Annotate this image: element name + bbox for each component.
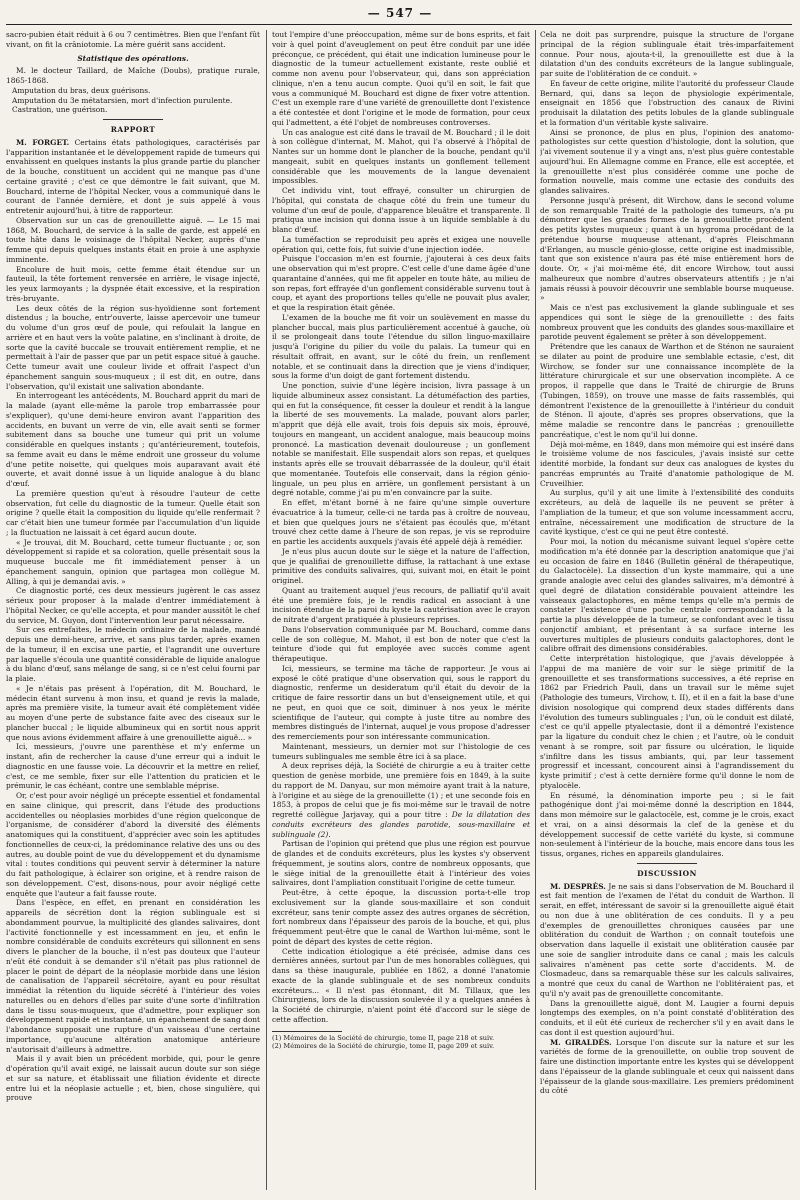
list-item: Amputation du bras, deux guérisons. [12,85,151,95]
column-middle [272,30,530,1190]
speaker-name: M. GIRALDÈS. [550,1037,612,1047]
paragraph: En effet, m'étant borné à ne faire qu'une simple ouverture évacuatrice à la tumeur, celle-ci ne tarda pas à croître de nouveau, et bien que quelques jours ne s'étaient pas écoulés que, m'étant trouvé chez cette dame à l'heure de son repas, je vis se reproduire en partie les accidents auxquels j'avais été appelé déjà à remédier. [272,498,530,546]
speaker-name: M. DESPRÈS. [550,881,606,891]
section-title-rapport: RAPPORT [110,125,156,134]
paragraph: Ainsi se prononce, de plus en plus, l'opinion des anatomo-pathologistes sur cette question d'histologie, dont la solution, que j'ai vivement soutenue il y a vingt ans, n'est plus guère contestable aujourd'hui. En Allemagne comme en France, elle est acceptée, et la grenouillette n'est plus considérée comme une poche de formation nouvelle, mais comme une ectasie des conduits des glandes salivaires. [540,127,794,195]
paragraph: Prétendre que les canaux de Warthon et de Sténon ne sauraient se dilater au point de produire une semblable ectasie, c'est, dit Wirchow, se fonder sur une connaissance incomplète de la littérature chirurgicale et sur une observation incomplète. A ce propos, il rappelle que dans le Traité de chirurgie de Bruns (Tubingen, 1859), on trouve une masse de faits rassemblés, qui démontrent l'existence de la grenouillette à l'intérieur du conduit de Sténon. Il ajoute, d'après ses propres observations, que la même maladie se rencontre dans le pancréas ; grenouillette pancréatique, c'est le nom qu'il lui donne. [540,342,794,439]
paragraph: Déjà moi-même, en 1849, dans mon mémoire qui est inséré dans le troisième volume de nos fascicules, j'avais insisté sur cette identité morbide, la fondant sur deux cas analogues de kystes du pancréas empruntés au Traité d'anatomie pathologique de M. Cruveilhier. [540,439,794,488]
paragraph: Au surplus, qu'il y ait une limite à l'extensibilité des conduits excréteurs, au delà de laquelle ils ne peuvent se prêter à l'ampliation de la tumeur, et que son volume incessamment accru, entraîne, nécessairement une modification de structure de la cavité kystique, c'est ce qui ne peut être contesté. [540,488,794,537]
paragraph-text: Lorsque l'on discute sur la nature et sur les variétés de forme de la grenouillette, on oublie trop souvent de faire une distinction importante entre les kystes qui se développent dans l'épaisseur de la glande sublinguale et ceux qui naissent dans l'épaisseur de la glande sous-maxillaire. Les premiers prédominent du côté [540,1037,794,1096]
footnote-rule [272,1031,342,1032]
paragraph: « Je trouvai, dit M. Bouchard, cette tumeur fluctuante ; or, son développement si rapide et sa coloration, quelle présentait sous la muqueuse buccale me fit immédiatement penser à un épanchement sanguin, opinion que partagea mon collègue M. Alling, à qui je demandai avis. » [6,537,260,586]
paragraph: Sur ces entrefaites, le médecin ordinaire de la malade, mandé depuis une demi-heure, arrive, et sans plus tarder, après examen de la tumeur, il en excisa une partie, et l'agrandit une ouverture par laquelle s'écoula une quantité considérable de liquide analogue à du blanc d'œuf, sans mélange de sang, si ce n'est celui fourni par la plaie. [6,625,260,683]
paragraph [6,138,260,216]
cited-title: De la dilatation des conduits excréteurs des glandes parotide, sous-maxillaire et sublinguale (2). [272,810,530,839]
paragraph: Observation sur un cas de grenouillette aiguë. — Le 15 mai 1868, M. Bouchard, de service à la salle de garde, est appelé en toute hâte dans le voisinage de l'hôpital Necker, auprès d'une femme qui depuis quelques instants était en proie à une asphyxie imminente. [6,215,260,264]
paragraph-text: A deux reprises déjà, la Société de chirurgie a eu à traiter cette question de genèse morbide, une première fois en 1849, à la suite du rapport de M. Danyau, sur mon mémoire ayant trait à la nature, à l'origine et au siège de la grenouillette (1) ; et une seconde fois en 1853, à propos de celui que je fis moi-même sur le travail de notre regretté collègue Jarjavay, qui a pour titre : [272,761,530,819]
paragraph: Quant au traitement auquel j'eus recours, de palliatif qu'il avait été une première fois, je le rendis radical en associant à une incision étendue de la paroi du kyste la cautérisation avec le crayon de nitrate d'argent pratiquée à plusieurs reprises. [272,585,530,624]
paragraph: Maintenant, messieurs, un dernier mot sur l'histologie de ces tumeurs sublinguales me semble être ici à sa place. [272,741,530,761]
paragraph: Dans l'observation communiquée par M. Bouchard, comme dans celle de son collègue, M. Mahot, il est bon de noter que c'est la teinture d'iode qui fut employée avec succès comme agent thérapeutique. [272,624,530,663]
paragraph: Ici, messieurs, j'ouvre une parenthèse et m'y enferme un instant, afin de rechercher la cause d'une erreur qui a induit le diagnostic en une fausse voie. La découvrir et la mettre en relief, c'est, ce me semble, fixer sur elle l'attention du praticien et le prémunir, le cas échéant, contre une semblable méprise. [6,742,260,791]
paragraph: Encolure de huit mois, cette femme était étendue sur un fauteuil, la tête fortement renversée en arrière, le visage injecté, les yeux larmoyants ; la dyspnée était excessive, et la respiration très-bruyante. [6,264,260,303]
paragraph: Une ponction, suivie d'une légère incision, livra passage à un liquide albumineux assez consistant. La détuméfaction des parties, qui en fut la conséquence, fit cesser la douleur et rendit à la langue la liberté de ses mouvements. La malade, pouvant alors parler, m'apprit que déjà elle avait, trois fois depuis six mois, éprouvé, toujours en mangeant, un accident analogue, mais beaucoup moins prononcé. La mastication devenait douloureuse ; un gonflement notable se manifestait. Elle suspendait alors son repas, et quelques instants après elle se trouvait débarrassée de la douleur, qu'il était que momentanée. Toutefois elle conservait, dans la région génio-linguale, un peu plus en arrière, un gonflement persistant à un degré notable, comme j'ai pu m'en convaincre par la suite. [272,381,530,498]
paragraph: Ici, messieurs, se termine ma tâche de rapporteur. Je vous ai exposé le côté pratique d'une observation qui, sous le rapport du diagnostic, renferme un desideratum qu'il était du devoir de la critique de faire ressortir dans un but d'enseignement utile, et qui ne peut, en quoi que ce soit, diminuer à nos yeux le mérite scientifique de l'auteur, qui compte à juste titre au nombre des membres distingués de l'internat, auquel je vous propose d'adresser des remerciements pour son intéressante communication. [272,663,530,741]
paragraph: Pour moi, la notion du mécanisme suivant lequel s'opère cette modification m'a été donnée par la description anatomique que j'ai eu occasion de faire en 1846 (Bulletin général de thérapeutique, du Galactocèle). La dissection d'un kyste mammaire, qui a une grande analogie avec celui des glandes salivaires, m'a démontré à quel degré de dilatation considérable pouvaient atteindre les vaisseaux galactophores, en même temps qu'elle m'a permis de constater l'existence d'une poche centrale correspondant à la partie la plus développée de la tumeur, se confondant avec le tissu conjonctif ambiant, et présentant à sa surface interne les ouvertures multiples de plusieurs conduits galactophores, dont le calibre offrait des dimensions considérables. [540,537,794,654]
paragraph: sacro-pubien était réduit à 6 ou 7 centimètres. Bien que l'enfant fût vivant, on fit la crâniotomie. La mère guérit sans accident. [6,30,260,49]
column-divider [535,30,536,1190]
paragraph: Puisque l'occasion m'en est fournie, j'ajouterai à ces deux faits une observation qui m'est propre. C'est celle d'une dame âgée d'une quarantaine d'années, qui me fit appeler en toute hâte, au milieu de son repas, fort effrayée d'un gonflement considérable survenu tout à coup, et ayant des proportions telles qu'elle ne pouvait plus avaler, et que la respiration était gênée. [272,254,530,312]
speaker-name: M. FORGET. [16,137,70,147]
paragraph: Partisan de l'opinion qui prétend que plus une région est pourvue de glandes et de conduits excréteurs, plus les kystes s'y observent fréquemment, je soutins alors, contre de nombreux opposants, que le siège initial de la grenouillette était à l'intérieur des voies salivaires, dont l'ampliation constituait l'origine de cette tumeur. [272,839,530,888]
paragraph: Un cas analogue est cité dans le travail de M. Bouchard ; il le doit à son collègue d'internat, M. Mahot, qui l'a observé à l'hôpital de Nantes sur un homme dont le plancher de la bouche, pendant qu'il mangeait, subit en quelques instants un gonflement tellement considérable que les mouvements de la langue devenaient impossibles. [272,127,530,186]
paragraph: Peut-être, à cette époque, la discussion porta-t-elle trop exclusivement sur la glande sous-maxillaire et son conduit excréteur, sans tenir compte assez des autres organes de sécrétion, fort nombreux dans l'épaisseur des parois de la bouche, et qui, plus fréquemment peut-être que le canal de Warthon lui-même, sont le point de départ des kystes de cette région. [272,888,530,946]
column-divider [266,30,267,1190]
separator [103,119,163,120]
paragraph: Cette interprétation histologique, que j'avais développée à l'appui de ma manière de voir sur le siège primitif de la grenouillette et ses transformations successives, a été reprise en 1862 par Friedrich Pauli, dans un travail sur le même sujet (Pathologie des tumeurs, Virchow, t. II), et il en a fait la base d'une division nosologique qui comprend deux stades différents dans l'évolution des tumeurs sublinguales ; l'un, où le conduit est dilaté, c'est ce qu'il appelle ptyalectasie, dont il a démontré l'existence par la ligature du conduit chez le chien ; et l'autre, où le conduit venant à se rompre, soit par fissure ou ulcération, le liquide s'infiltre dans les tissus ambiants, qui, par leur tassement progressif et incessant, concourent ainsi à l'agrandissement du kyste primitif ; c'est à cette dernière forme qu'il donne le nom de ptyalocèle. [540,654,794,790]
paragraph [540,882,794,999]
paragraph: En interrogeant les antécédents, M. Bouchard apprit du mari de la malade (ayant elle-même la parole trop embarrassée pour s'expliquer), qu'une demi-heure environ avant l'apparition des accidents, en buvant un verre de vin, elle avait senti se former subitement dans sa bouche une tumeur qui prit un volume considérable en quelques instants ; qu'antérieurement, toutefois, sa femme avait eu dans le même endroit une grosseur du volume d'une petite noisette, qui quelques mois auparavant avait été ouverte, et avait donné issue à un liquide analogue à du blanc d'œuf. [6,391,260,488]
paragraph: Ce diagnostic porté, ces deux messieurs jugèrent le cas assez sérieux pour proposer à la malade d'entrer immédiatement à l'hôpital Necker, ce qu'elle accepta, et pour mander aussitôt le chef du service, M. Guyon, dont l'intervention leur parut nécessaire. [6,586,260,625]
list-item: Amputation du 3e métatarsien, mort d'infection purulente. [12,95,233,105]
paragraph: Je n'eus plus aucun doute sur le siège et la nature de l'affection, que je qualifiai de grenouillette diffuse, la rattachant à une extase primitive des conduits salivaires, qui, suivant moi, en était le point originel. [272,546,530,585]
paragraph [272,761,530,839]
paragraph: M. le docteur Taillard, de Maîche (Doubs), pratique rurale, 1865-1868. [6,66,260,85]
column-left [6,30,260,1190]
paragraph-text: Je ne sais si dans l'observation de M. Bouchard il est fait mention de l'examen de l'état du conduit de Warthon. Il serait, en effet, intéressant de savoir si la grenouillette aiguë était ou non due à une oblitération de ces conduits. Il y a peu d'exemples de grenouillettes chroniques causées par une oblitération du conduit de Warthon ; on connaît toutefois une observation dans laquelle il existait une oblitération causée par une soie de sanglier introduite dans ce canal ; mais les calculs salivaires n'amènent pas cette sorte d'accidents. M. de Closmadeuc, dans sa remarquable thèse sur les calculs salivaires, a montré que ceux du canal de Warthon ne l'oblitéraient pas, et qu'il n'y avait pas de grenouillette concomitante. [540,881,794,998]
paragraph: Dans la grenouillette aiguë, dont M. Laugier a fourni depuis longtemps des exemples, on n'a point constaté d'oblitération des conduits, et il eût été curieux de rechercher s'il y en avait dans le cas dont il est question aujourd'hui. [540,998,794,1037]
page-number: — 547 — [367,6,433,20]
paragraph: Les deux côtés de la région sus-hyoïdienne sont fortement distendus ; la bouche, entr'ouverte, laisse apercevoir une tumeur du volume d'un gros œuf de poule, qui refoulait la langue en arrière et en haut vers la voûte palatine, en s'inclinant à droite, de sorte que la cavité buccale se trouvait entièrement remplie, et ne permettait à l'air de passer que par un petit espace situé à gauche. Cette tumeur avait une couleur livide et offrait l'aspect d'un épanchement sanguin sous-muqueux ; il est dit, en outre, dans l'observation, qu'il existait une salivation abondante. [6,303,260,391]
paragraph: En faveur de cette origine, milite l'autorité du professeur Claude Bernard, qui, dans sa leçon de physiologie expérimentale, enseignait en 1856 que l'obstruction des canaux de Rivini produisait la dilatation des petits lobules de la glande sublinguale et la formation d'un véritable kyste salivaire. [540,78,794,127]
paragraph: Personne jusqu'à présent, dit Wirchow, dans le second volume de son remarquable Traité de la pathologie des tumeurs, n'a pu démontrer que les grandes formes de la grenouillette procèdent des petits kystes muqueux ; quant à un hygroma procédant de la prétendue bourse muqueuse attenant, d'après Fleischmann d'Erlangen, au muscle génio-glosse, cette origine est inadmissible, tant que son existence n'aura pas été mise entièrement hors de doute. Or, « j'ai moi-même été, dit encore Wirchow, tout aussi malheureux que nombre d'autres observateurs attentifs ; je n'ai jamais réussi à pouvoir découvrir une semblable bourse muqueuse. » [540,195,794,303]
paragraph [540,1038,794,1097]
column-right [540,30,794,1190]
paragraph: Mais il y avait bien un précédent morbide, qui, pour le genre d'opération qu'il avait exigé, ne laissait aucun doute sur son siége et sur sa nature, et établissait une filiation évidente et directe entre lui et la néoplasie actuelle ; et, bien, chose singulière, qui prouve [6,1054,260,1103]
separator [637,863,697,864]
paragraph-text: Certains états pathologiques, caractérisés par l'apparition instantanée et le développement rapide de tumeurs qui envahissent en quelques instants la plus grande partie du plancher de la bouche, constituent un accident qui ne manque pas d'une certaine gravité ; c'est ce que démontre le fait suivant, que M. Bouchard, interne de l'hôpital Necker, vous a communiqué dans le courant de l'année dernière, et dont je suis appelé à vous entretenir aujourd'hui, à titre de rapporteur. [6,137,260,215]
list-item: Castration, une guérison. [12,105,108,115]
paragraph: La tuméfaction se reproduisit peu après et exigea une nouvelle opération qui, cette fois, fut suivie d'une injection iodée. [272,234,530,254]
paragraph: Dans l'espèce, en effet, en prenant en considération les appareils de sécrétion dont la région sublinguale est si abondamment pourvue, la multiplicité des glandes salivaires, dont l'activité fonctionnelle y est incessamment en jeu, et enfin le nombre considérable de conduits excréteurs qui sillonnent en sens divers le plancher de la bouche, il n'est pas douteux que l'auteur n'eût été conduit à se demander s'il n'était pas plus rationnel de placer le point de départ de la néoplasie morbide dans une lésion de canalisation de l'appareil sécrétoire, ayant eu pour résultat immédiat la rétention du liquide sécrété à l'intérieur des voies naturelles ou en dehors d'elles par suite d'une sorte d'infiltration dans le tissu sous-muqueux, que d'admettre, pour expliquer son développement rapide et instantané, un épanchement de sang dont l'abondance supposait une rupture d'un vaisseau d'une certaine importance, qu'aucune altération anatomique antérieure n'autorisait d'ailleurs à admettre. [6,898,260,1054]
paragraph: Cette indication étiologique a été précisée, admise dans ces dernières années, surtout par l'un de mes honorables collègues, qui dans sa thèse inaugurale, publiée en 1862, a donné l'anatomie exacte de la glande sublinguale et de ses nombreux conduits excréteurs... « Il n'est pas étonnant, dit M. Tillaux, que les Chirurgiens, lors de la discussion soulevée il y a quelques années à la Société de chirurgie, n'aient point été d'accord sur le siège de cette affection. [272,946,530,1024]
section-title-statistics: Statistique des opérations. [77,53,189,63]
paragraph: En résumé, la dénomination importe peu ; si le fait pathogénique dont j'ai moi-même donné la description en 1844, dans mon mémoire sur le galactocèle, est, comme je le crois, exact et vrai, on a ainsi désormais la clef de la genèse et du développement successif de cette variété du kyste, si commune non-seulement à l'intérieur de la bouche, mais encore dans tous les tissus, organes, riches en appareils glandulaires. [540,790,794,858]
section-title-discussion: DISCUSSION [637,868,697,878]
paragraph: Cet individu vint, tout effrayé, consulter un chirurgien de l'hôpital, qui constata de chaque côté du frein une tumeur du volume d'un œuf de poule, d'apparence bleuâtre et transparente. Il pratiqua une incision qui donna issue à un liquide semblable à du blanc d'œuf. [272,186,530,234]
paragraph: Mais ce n'est pas exclusivement la glande sublinguale et ses appendices qui sont le siège de la grenouillette : des faits nombreux prouvent que les conduits des glandes sous-maxillaire et parotide peuvent également se prêter à son développement. [540,303,794,342]
footnote: (2) Mémoires de la Société de chirurgie, tome II, page 209 et suiv. [272,1041,495,1050]
paragraph: Cela ne doit pas surprendre, puisque la structure de l'organe principal de la région sublinguale était très-imparfaitement connue. Pour nous, ajouta-t-il, la grenouillette est due à la dilatation d'un des conduits excréteurs de la langue sublinguale, par suite de l'oblitération de ce conduit. » [540,30,794,78]
paragraph: tout l'empire d'une préoccupation, même sur de bons esprits, et fait voir à quel point d'aveuglement on peut être conduit par une idée préconçue, ce précédent, qui était une indication lumineuse pour le diagnostic de la tumeur actuellement existante, reste oublié et comme non avenu pour l'observateur, qui, dans son appréciation clinique, n'en a tenu aucun compte. Quoi qu'il en soit, le fait que vous a communiqué M. Bouchard est digne de fixer votre attention. C'est un exemple rare d'une variété de grenouillette dont l'existence a été contestée et dont l'origine et le mode de formation, pour ceux qui l'admettent, a été l'objet de nombreuses controverses. [272,30,530,127]
paragraph: L'examen de la bouche me fit voir un soulèvement en masse du plancher buccal, mais plus particulièrement accentué à gauche, où il se prolongeait dans toute l'étendue du sillon linguo-maxillaire jusqu'à l'origine du pilier du voile du palais. La tumeur qui en résultait offrait, en avant, sur le côté du frein, un renflement notable, et se continuait dans la direction que je viens d'indiquer, sous la forme d'un doigt de gant fortement distendu. [272,312,530,381]
paragraph: Or, c'est pour avoir négligé un précepte essentiel et fondamental en saine clinique, qui prescrit, dans l'étude des productions accidentelles ou néoplasies morbides d'une région quelconque de l'organisme, de considérer d'abord la diversité des éléments anatomiques qui la constituent, d'apprécier avec soin les aptitudes fonctionnelles de ceux-ci, la prédominance relative des uns ou des autres, au double point de vue du développement et du dynamisme vital : toutes conditions qui peuvent servir à déterminer la nature du fait pathologique, à éclairer son origine, et à rendre raison de son développement. C'est, disons-nous, pour avoir négligé cette enquête que l'auteur a fait fausse route. [6,791,260,898]
header-rule [6,24,792,25]
paragraph: « Je n'étais pas présent à l'opération, dit M. Bouchard, le médecin étant survenu à mon insu, et quand je revis la malade, après ma première visite, la tumeur avait été complètement vidée au moyen d'une perte de substance faite avec des ciseaux sur le plancher buccal ; le liquide albumineux qui en sortit nous apprit que nous avions évidemment affaire à une grenouillette aiguë... » [6,683,260,742]
paragraph: La première question qu'eut à résoudre l'auteur de cette observation, fut celle du diagnostic de la tumeur. Quelle était son origine ? quelle était la composition du liquide qu'elle renfermait ? car c'était bien une tumeur formée par l'accumulation d'un liquide ; la fluctuation ne laissait à cet égard aucun doute. [6,488,260,537]
footnote: (1) Mémoires de la Société de chirurgie, tome II, page 218 et suiv. [272,1033,495,1042]
